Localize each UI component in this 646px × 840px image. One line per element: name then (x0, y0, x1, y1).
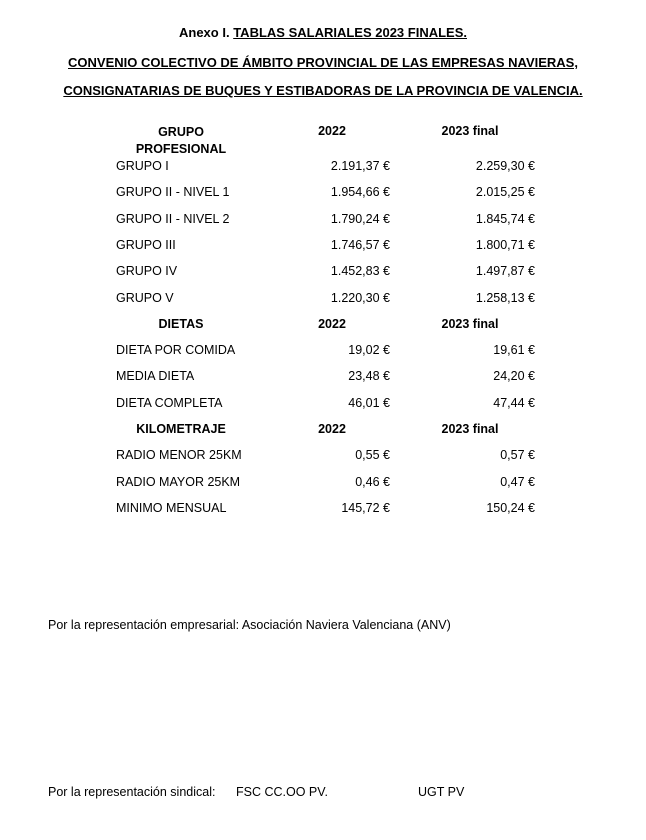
annex-title (0, 25, 646, 40)
row-value-2023-final: 1.497,87 € (475, 264, 535, 279)
footer-sindical-ugt: UGT PV (418, 785, 465, 799)
annex-prefix: Anexo I. (179, 25, 230, 40)
column-header-2023-final: 2023 final (441, 316, 499, 331)
row-label: GRUPO V (116, 290, 174, 305)
row-value-2023-final: 0,57 € (500, 448, 535, 463)
row-label: RADIO MAYOR 25KM (116, 474, 241, 489)
column-header-2023-final: 2023 final (441, 422, 499, 436)
row-value-2022: 0,46 € (355, 474, 390, 489)
row-value-2022: 2.191,37 € (330, 159, 390, 173)
column-header-2022: 2022 (318, 422, 346, 436)
footer-sindical-ccoo: FSC CC.OO PV. (236, 785, 328, 799)
row-value-2022: 1.746,57 € (330, 237, 390, 252)
annex-title-line1: TABLAS SALARIALES 2023 FINALES. (233, 25, 467, 40)
row-value-2023-final: 1.258,13 € (475, 290, 535, 305)
row-label: GRUPO II - NIVEL 1 (116, 185, 230, 200)
row-label: GRUPO II - NIVEL 2 (116, 211, 230, 226)
row-label: MEDIA DIETA (116, 369, 195, 384)
footer-sindical-label: Por la representación sindical: (48, 785, 216, 799)
row-value-2022: 1.220,30 € (330, 290, 390, 305)
row-value-2023-final: 47,44 € (493, 395, 535, 410)
row-label: DIETA POR COMIDA (116, 343, 236, 358)
row-value-2023-final: 2.259,30 € (475, 159, 535, 173)
row-value-2023-final: 19,61 € (493, 343, 535, 358)
row-value-2022: 1.954,66 € (330, 185, 390, 200)
row-value-2022: 0,55 € (355, 448, 390, 463)
row-label: GRUPO III (116, 237, 176, 252)
row-label: RADIO MENOR 25KM (116, 448, 242, 463)
section-header-label: GRUPO PROFESIONAL (135, 125, 227, 156)
row-label: GRUPO I (116, 159, 169, 173)
row-value-2022: 1.452,83 € (330, 264, 390, 279)
row-value-2022: 23,48 € (348, 369, 390, 384)
row-value-2023-final: 2.015,25 € (475, 185, 535, 200)
row-value-2023-final: 1.800,71 € (475, 237, 535, 252)
section-header-label: DIETAS (158, 316, 204, 331)
row-value-2023-final: 150,24 € (486, 500, 535, 515)
footer-empresarial: Por la representación empresarial: Asociación Naviera Valenciana (ANV) (48, 618, 451, 632)
column-header-2023-final: 2023 final (441, 124, 499, 138)
row-label: DIETA COMPLETA (116, 395, 223, 410)
annex-title-line2: CONVENIO COLECTIVO DE ÁMBITO PROVINCIAL DE LAS EMPRESAS NAVIERAS, (68, 55, 578, 70)
row-value-2022: 46,01 € (348, 395, 390, 410)
row-value-2023-final: 24,20 € (493, 369, 535, 384)
row-label: GRUPO IV (116, 264, 178, 279)
annex-title-line3: CONSIGNATARIAS DE BUQUES Y ESTIBADORAS DE LA PROVINCIA DE VALENCIA. (63, 83, 583, 98)
section-header-label: KILOMETRAJE (136, 422, 226, 436)
row-value-2023-final: 0,47 € (500, 474, 535, 489)
row-value-2022: 145,72 € (341, 500, 390, 515)
column-header-2022: 2022 (318, 316, 346, 331)
row-label: MINIMO MENSUAL (116, 500, 227, 515)
row-value-2022: 19,02 € (348, 343, 390, 358)
row-value-2022: 1.790,24 € (330, 211, 390, 226)
row-value-2023-final: 1.845,74 € (475, 211, 535, 226)
column-header-2022: 2022 (318, 124, 346, 138)
